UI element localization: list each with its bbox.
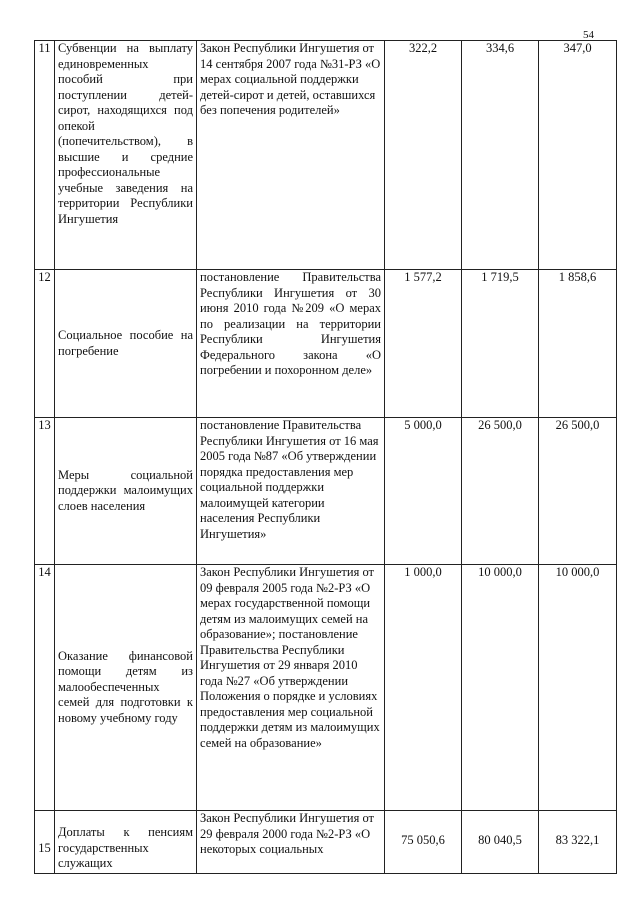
legal-basis: Закон Республики Ингушетия от 09 февраля 2005 года №2-РЗ «О мерах государственной помощи детям из малоимущих семей на образование»; постановление Правительства Республики Ингушетия от 29 января 2010 года №27 «Об утверждении Положения о порядке и условиях предоставления мер социальной поддержки детям из малоимущих семей на образование»	[197, 565, 385, 811]
table-row	[35, 270, 617, 418]
table-row	[35, 565, 617, 811]
value-year-1: 1 577,2	[385, 270, 462, 418]
value-year-2: 26 500,0	[462, 418, 539, 565]
value-year-3: 347,0	[539, 41, 617, 270]
legal-basis-cell	[197, 811, 385, 874]
row-number: 12	[35, 270, 55, 418]
value-year-1: 322,2	[385, 41, 462, 270]
value-year-2: 10 000,0	[462, 565, 539, 811]
value-year-2: 334,6	[462, 41, 539, 270]
legal-basis: постановление Правительства Республики Ингушетия от 30 июня 2010 года №209 «О мерах по реализации на территории Республики Ингушетия Федерального закона «О погребении и похоронном деле»	[197, 270, 385, 418]
table-row	[35, 41, 617, 270]
budget-table	[34, 40, 617, 874]
value-year-2: 80 040,5	[462, 811, 539, 874]
table-row	[35, 418, 617, 565]
value-year-3: 26 500,0	[539, 418, 617, 565]
legal-basis: Закон Республики Ингушетия от 14 сентября 2007 года №31-РЗ «О мерах социальной поддержки детей-сирот и детей, оставшихся без попечения родителей»	[197, 41, 385, 270]
expense-name: Доплаты к пенсиям государственных служащих	[55, 811, 197, 874]
row-number: 15	[35, 811, 55, 874]
legal-basis: Закон Республики Ингушетия от 29 февраля 2000 года №2-РЗ «О некоторых социальных	[200, 811, 374, 856]
value-year-1: 5 000,0	[385, 418, 462, 565]
value-year-1: 75 050,6	[385, 811, 462, 874]
value-year-2: 1 719,5	[462, 270, 539, 418]
value-year-1: 1 000,0	[385, 565, 462, 811]
expense-name: Социальное пособие на погребение	[55, 270, 197, 418]
table-row	[35, 811, 617, 874]
page-number: 54	[583, 29, 594, 41]
expense-name: Меры социальной поддержки малоимущих слоев населения	[55, 418, 197, 565]
value-year-3: 1 858,6	[539, 270, 617, 418]
legal-basis: постановление Правительства Республики Ингушетия от 16 мая 2005 года №87 «Об утверждении порядка предоставления мер социальной поддержки малоимущей категории населения Республики Ингушетия»	[197, 418, 385, 565]
row-number: 11	[35, 41, 55, 270]
expense-name: Субвенции на выплату единовременных пособий при поступлении детей-сирот, находящихся под опекой (попечительством), в высшие и средние профессиональные учебные заведения на территории Республики Ингушетия	[55, 41, 197, 270]
value-year-3: 83 322,1	[539, 811, 617, 874]
row-number: 14	[35, 565, 55, 811]
value-year-3: 10 000,0	[539, 565, 617, 811]
expense-name: Оказание финансовой помощи детям из малообеспеченных семей для подготовки к новому учебному году	[55, 565, 197, 811]
row-number: 13	[35, 418, 55, 565]
